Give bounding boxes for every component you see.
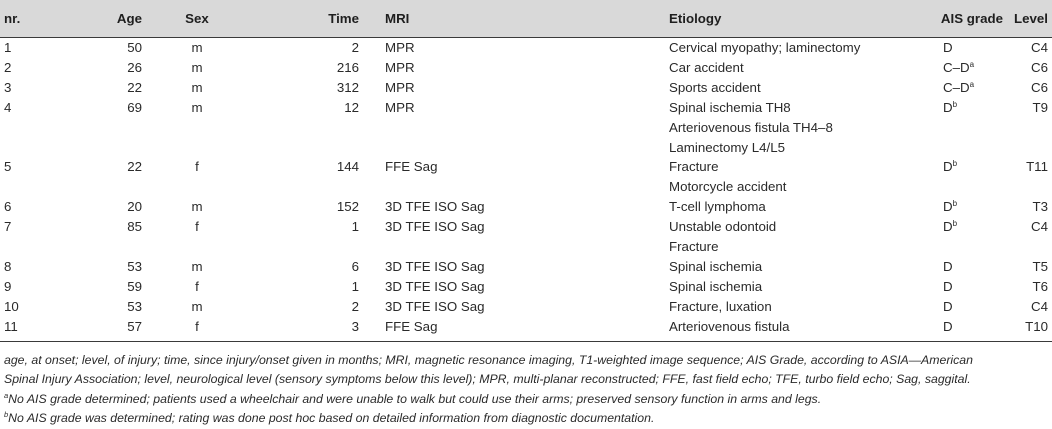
cell-age <box>62 118 142 138</box>
ais-grade-text: D <box>943 159 953 175</box>
cell-sex: m <box>191 199 203 215</box>
ais-grade-text: D <box>943 219 953 235</box>
cell-time: 12 <box>344 99 359 115</box>
cell-level: C4 <box>1031 298 1048 314</box>
ais-grade-text: C–D <box>943 79 970 95</box>
cell-etiology: Motorcycle accident <box>669 179 787 195</box>
cell-sex: m <box>191 258 203 274</box>
cell-time <box>252 237 359 257</box>
ais-grade-text: C–D <box>943 59 970 75</box>
cell-nr: 5 <box>4 159 12 175</box>
ais-value <box>923 197 1003 217</box>
cell-ais-grade <box>898 277 1003 297</box>
cell-time <box>252 118 359 138</box>
cell-age: 26 <box>127 59 142 75</box>
cell-nr: 9 <box>4 278 12 294</box>
table-row <box>0 217 1052 237</box>
cell-ais-grade <box>898 197 1003 217</box>
cell-level <box>1003 177 1052 197</box>
table-row <box>0 237 1052 257</box>
cell-mri: 3D TFE ISO Sag <box>385 278 485 294</box>
cell-etiology: Cervical myopathy; laminectomy <box>669 40 861 55</box>
header-ais-label: AIS grade <box>940 11 1003 26</box>
cell-nr: 3 <box>4 79 12 95</box>
header-row <box>0 0 1052 38</box>
cell-level: T9 <box>1032 99 1048 115</box>
cell-level: C4 <box>1031 219 1048 235</box>
cell-mri: FFE Sag <box>385 318 438 334</box>
ais-grade-text: D <box>943 99 953 115</box>
cell-mri <box>359 118 631 138</box>
cell-level: T11 <box>1026 159 1048 175</box>
table-row <box>0 118 1052 138</box>
cell-sex: f <box>195 278 199 294</box>
header-level: Level <box>1013 11 1048 26</box>
cell-nr: 8 <box>4 258 12 274</box>
header-ais-grade <box>898 0 1003 38</box>
footnote-a <box>4 390 1048 410</box>
ais-footnote-mark: b <box>952 219 958 229</box>
cell-level: T10 <box>1025 318 1048 334</box>
cell-mri: MPR <box>385 40 415 55</box>
cell-etiology: T-cell lymphoma <box>669 199 766 215</box>
table-row <box>0 157 1052 177</box>
cell-sex: m <box>191 99 203 115</box>
cell-ais-grade <box>898 78 1003 98</box>
cell-age: 20 <box>127 199 142 215</box>
cell-etiology: Unstable odontoid <box>669 219 777 235</box>
cell-sex <box>142 237 252 257</box>
ais-value <box>923 98 1003 118</box>
cell-level: C6 <box>1031 59 1048 75</box>
ais-footnote-mark: b <box>952 159 958 169</box>
cell-mri: 3D TFE ISO Sag <box>385 219 485 235</box>
cell-ais-grade <box>898 118 1003 138</box>
cell-mri: FFE Sag <box>385 159 438 175</box>
cell-time: 152 <box>336 199 359 215</box>
cell-mri <box>359 177 631 197</box>
ais-value <box>923 257 1003 277</box>
ais-grade-text: D <box>943 40 953 55</box>
table-row <box>0 98 1052 118</box>
cell-nr: 11 <box>4 318 18 334</box>
cell-age: 69 <box>127 99 142 115</box>
header-time: Time <box>328 11 359 26</box>
cell-level: T5 <box>1032 258 1048 274</box>
footnote-a-text: No AIS grade determined; patients used a wheelchair and were unable to walk but could use their arms; preserved sensory function in arms and legs. <box>8 391 822 406</box>
cell-mri <box>359 237 631 257</box>
cell-ais-grade <box>898 177 1003 197</box>
ais-value <box>923 38 1003 58</box>
cell-nr: 1 <box>4 40 12 55</box>
cell-mri: MPR <box>385 79 415 95</box>
ais-grade-text: D <box>943 278 953 294</box>
table-row <box>0 257 1052 277</box>
footnote-b-text: No AIS grade was determined; rating was done post hoc based on detailed information from diagnostic documentation. <box>8 411 655 426</box>
cell-etiology: Fracture <box>669 239 719 255</box>
cell-level <box>1003 237 1052 257</box>
table-row <box>0 78 1052 98</box>
cell-sex <box>142 118 252 138</box>
cell-nr: 10 <box>4 298 19 314</box>
cell-time: 216 <box>336 59 359 75</box>
ais-value <box>923 217 1003 237</box>
cell-ais-grade <box>898 217 1003 237</box>
cell-ais-grade <box>898 297 1003 317</box>
cell-etiology: Car accident <box>669 59 744 75</box>
table-body <box>0 38 1052 342</box>
table-row <box>0 38 1052 58</box>
cell-nr: 2 <box>4 59 12 75</box>
ais-grade-text: D <box>943 199 953 215</box>
cell-sex: m <box>191 79 203 95</box>
footnote-abbreviations-line2: Spinal Injury Association; level, neurological level (sensory symptoms below this level); MPR, multi-planar reconstructed; FFE, fast field echo; TFE, turbo field echo; Sag, saggital. <box>4 372 971 387</box>
cell-time: 1 <box>351 278 359 294</box>
table-row <box>0 138 1052 158</box>
ais-grade-text: D <box>943 258 953 274</box>
ais-value <box>923 58 1003 78</box>
ais-footnote-mark: b <box>952 199 958 209</box>
cell-age: 85 <box>127 219 142 235</box>
ais-footnote-mark: a <box>969 79 975 89</box>
ais-grade-text: D <box>943 298 953 314</box>
cell-ais-grade <box>898 38 1003 58</box>
cell-ais-grade <box>898 138 1003 158</box>
cell-etiology: Fracture, luxation <box>669 298 772 314</box>
table-row <box>0 317 1052 341</box>
cell-time: 1 <box>351 219 359 235</box>
cell-etiology: Spinal ischemia <box>669 278 763 294</box>
cell-nr: 7 <box>4 219 12 235</box>
header-sex: Sex <box>185 11 209 26</box>
cell-etiology: Fracture <box>669 159 719 175</box>
cell-sex <box>142 177 252 197</box>
table-header <box>0 0 1052 38</box>
cell-mri: 3D TFE ISO Sag <box>385 199 485 215</box>
cell-level: C6 <box>1031 79 1048 95</box>
cell-level <box>1003 118 1052 138</box>
cell-sex <box>142 138 252 158</box>
cell-etiology: Spinal ischemia <box>669 258 763 274</box>
ais-grade-text: D <box>943 318 953 334</box>
cell-age: 53 <box>127 298 142 314</box>
ais-footnote-mark: b <box>952 99 958 109</box>
footnote-b-mark: b <box>4 410 9 420</box>
cell-ais-grade <box>898 257 1003 277</box>
cell-time: 6 <box>351 258 359 274</box>
cell-level: C4 <box>1031 40 1048 55</box>
cell-sex: f <box>195 159 199 175</box>
table-row <box>0 197 1052 217</box>
cell-nr: 4 <box>4 99 12 115</box>
cell-nr <box>0 237 62 257</box>
cell-etiology: Arteriovenous fistula TH4–8 <box>669 119 833 135</box>
cell-ais-grade <box>898 58 1003 78</box>
cell-age: 57 <box>127 318 142 334</box>
cell-etiology: Spinal ischemia TH8 <box>669 99 791 115</box>
ais-value <box>923 78 1003 98</box>
cell-sex: m <box>191 298 203 314</box>
cell-time: 3 <box>351 318 359 334</box>
cell-sex: m <box>191 40 203 55</box>
cell-age <box>62 177 142 197</box>
cell-time: 2 <box>351 298 359 314</box>
cell-time: 2 <box>351 40 359 55</box>
cell-time <box>252 177 359 197</box>
cell-mri: 3D TFE ISO Sag <box>385 298 485 314</box>
cell-etiology: Sports accident <box>669 79 761 95</box>
cell-level <box>1003 138 1052 158</box>
table-row <box>0 297 1052 317</box>
cell-nr <box>0 177 62 197</box>
footnote-b <box>4 409 1048 429</box>
cell-ais-grade <box>898 317 1003 341</box>
header-mri: MRI <box>385 11 410 26</box>
header-nr: nr. <box>4 11 21 26</box>
cell-time: 144 <box>336 159 359 175</box>
cell-level: T3 <box>1032 199 1048 215</box>
cell-age: 59 <box>127 278 142 294</box>
cell-mri <box>359 138 631 158</box>
cell-mri: 3D TFE ISO Sag <box>385 258 485 274</box>
cell-age: 50 <box>127 40 142 55</box>
cell-nr <box>0 138 62 158</box>
ais-value <box>923 317 1003 337</box>
cell-ais-grade <box>898 237 1003 257</box>
footnote-abbreviations-line1: age, at onset; level, of injury; time, since injury/onset given in months; MRI, magnetic resonance imaging, T1-weighted image sequence; AIS Grade, according to ASIA—American <box>4 352 973 367</box>
cell-age: 22 <box>127 79 142 95</box>
table-footnotes <box>0 342 1052 429</box>
cell-etiology: Arteriovenous fistula <box>669 318 790 334</box>
cell-mri: MPR <box>385 99 415 115</box>
cell-age: 22 <box>127 159 142 175</box>
cell-ais-grade <box>898 98 1003 118</box>
cell-time: 312 <box>336 79 359 95</box>
cell-sex: f <box>195 219 199 235</box>
cell-age <box>62 138 142 158</box>
footnote-a-mark: a <box>4 390 9 400</box>
cell-sex: f <box>195 318 199 334</box>
cell-nr: 6 <box>4 199 12 215</box>
cell-time <box>252 138 359 158</box>
ais-value <box>923 297 1003 317</box>
table-row <box>0 58 1052 78</box>
header-age: Age <box>116 11 142 26</box>
cell-mri: MPR <box>385 59 415 75</box>
cell-etiology: Laminectomy L4/L5 <box>669 139 786 155</box>
table-row <box>0 177 1052 197</box>
ais-value <box>923 157 1003 177</box>
header-etiology: Etiology <box>669 11 722 26</box>
cell-age: 53 <box>127 258 142 274</box>
table-row <box>0 277 1052 297</box>
cell-ais-grade <box>898 157 1003 177</box>
cell-nr <box>0 118 62 138</box>
cell-sex: m <box>191 59 203 75</box>
cell-level: T6 <box>1032 278 1048 294</box>
ais-value <box>923 277 1003 297</box>
ais-footnote-mark: a <box>969 59 975 69</box>
cell-age <box>62 237 142 257</box>
